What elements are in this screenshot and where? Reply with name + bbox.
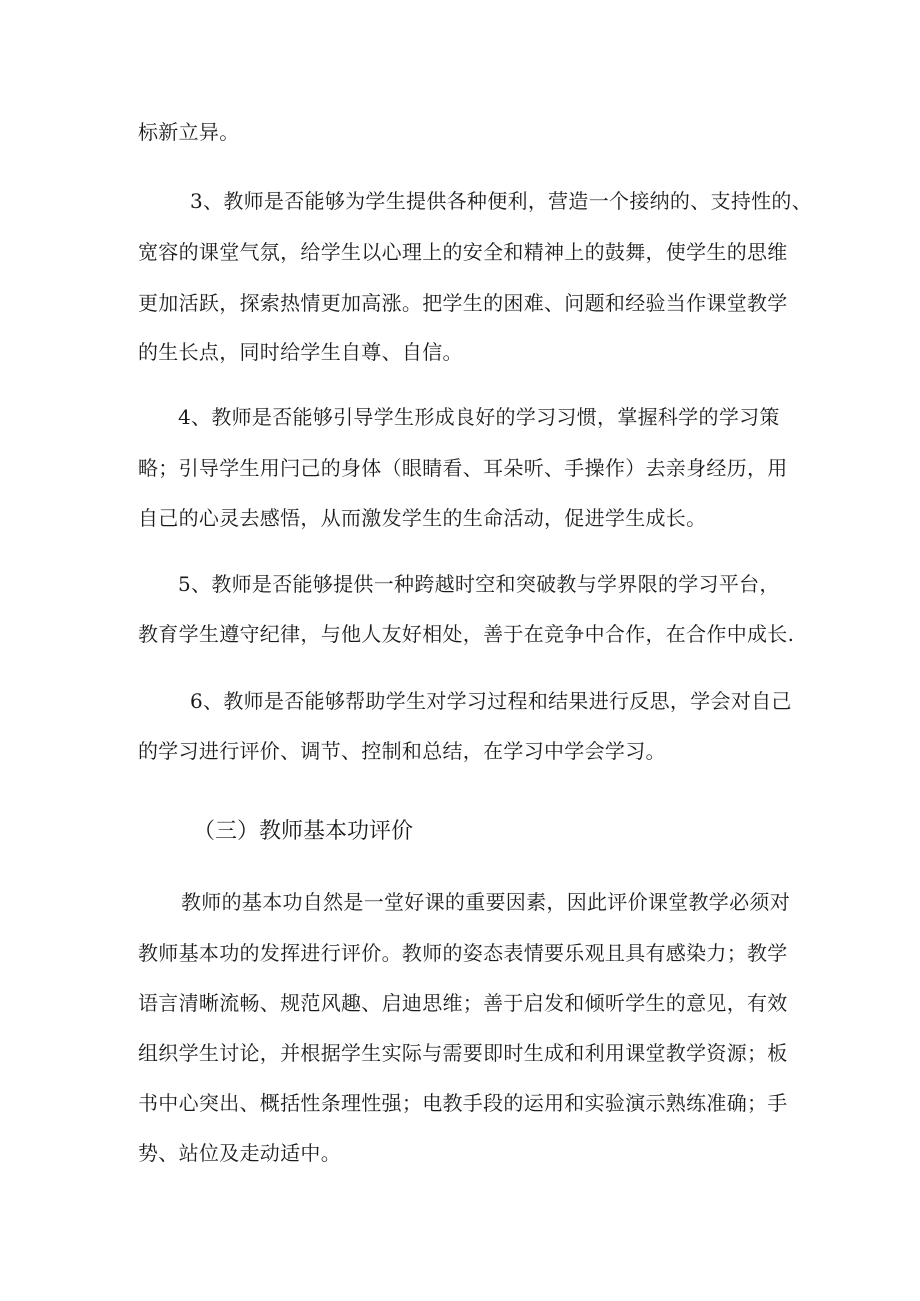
section-paragraph-line-6: 势、站位及走动适中。 bbox=[138, 1141, 341, 1165]
item-3-line-4: 的生长点，同时给学生自尊、自信。 bbox=[138, 340, 463, 364]
item-3-line-2: 宽容的课堂气氛，给学生以心理上的安全和精神上的鼓舞，使学生的思维 bbox=[138, 240, 788, 264]
item-5-line-2: 教育学生遵守纪律，与他人友好相处，善于在竞争中合作，在合作中成长. bbox=[138, 622, 795, 646]
continuation-line: 标新立异。 bbox=[138, 120, 240, 144]
section-paragraph-line-5: 书中心突出、概括性条理性强；电教手段的运用和实验演示熟练准确；手 bbox=[138, 1091, 788, 1115]
item-6-line-1: 6、教师是否能够帮助学生对学习过程和结果进行反思，学会对自己 bbox=[190, 689, 792, 713]
section-paragraph-line-4: 组织学生讨论，并根据学生实际与需要即时生成和利用课堂教学资源；板 bbox=[138, 1041, 788, 1065]
section-paragraph-line-2: 教师基本功的发挥进行评价。教师的姿态表情要乐观且具有感染力；教学 bbox=[138, 941, 788, 965]
item-5-line-1: 5、教师是否能够提供一种跨越时空和突破教与学界限的学习平台， bbox=[178, 572, 780, 596]
item-4-line-2: 略；引导学生用闩己的身体（眼睛看、耳朵听、手操作）去亲身经历，用 bbox=[138, 456, 788, 480]
item-6-line-2: 的学习进行评价、调节、控制和总结，在学习中学会学习。 bbox=[138, 739, 666, 763]
section-paragraph-line-1: 教师的基本功自然是一堂好课的重要因素，因此评价课堂教学必须对 bbox=[181, 890, 790, 914]
section-paragraph-line-3: 语言清晰流畅、规范风趣、启迪思维；善于启发和倾听学生的意见，有效 bbox=[138, 991, 788, 1015]
section-heading: （三）教师基本功评价 bbox=[193, 819, 414, 844]
item-3-line-3: 更加活跃，探索热情更加高涨。把学生的困难、问题和经验当作课堂教学 bbox=[138, 291, 788, 315]
item-3-line-1: 3、教师是否能够为学生提供各种便利，营造一个接纳的、支持性的、 bbox=[190, 189, 813, 213]
item-4-line-3: 自己的心灵去感悟，从而激发学生的生命活动，促进学生成长。 bbox=[138, 506, 707, 530]
item-4-line-1: 4、教师是否能够引导学生形成良好的学习习惯，掌握科学的学习策 bbox=[178, 405, 780, 429]
